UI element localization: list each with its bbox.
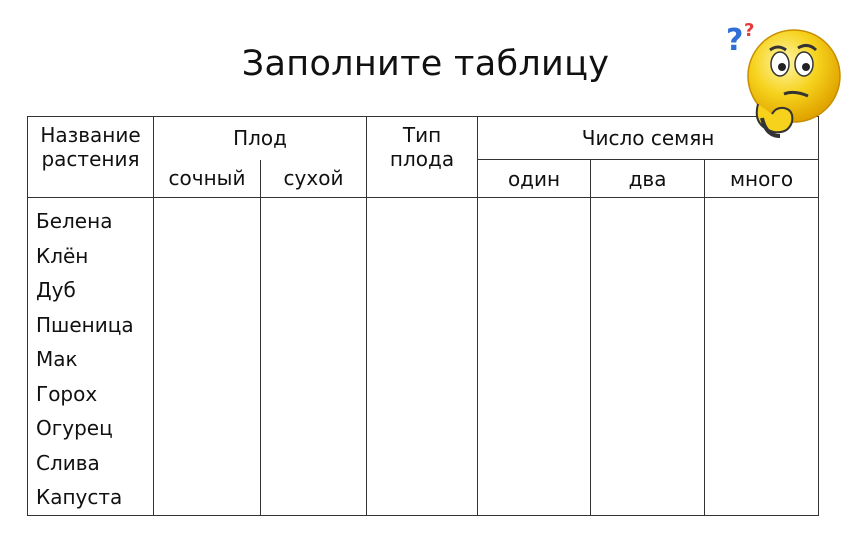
header-one: один — [478, 160, 591, 198]
list-item: Дуб — [36, 278, 76, 302]
empty-cell-juicy[interactable] — [154, 198, 261, 516]
header-fruit: Плод — [154, 117, 367, 160]
header-juicy: сочный — [154, 160, 261, 198]
page-title: Заполните таблицу — [241, 44, 610, 84]
header-many: много — [705, 160, 819, 198]
list-item: Капуста — [36, 485, 123, 509]
list-item: Огурец — [36, 416, 113, 440]
header-seed-count: Число семян — [478, 117, 819, 160]
list-item: Слива — [36, 450, 100, 475]
list-item: Клён — [36, 243, 89, 268]
header-fruit-type: Тип плода — [367, 117, 478, 198]
header-dry: сухой — [261, 160, 367, 198]
question-mark-blue-icon: ? — [726, 23, 744, 58]
worksheet-table — [27, 116, 819, 516]
empty-cell-many[interactable] — [705, 198, 819, 516]
list-item: Мак — [36, 347, 78, 371]
list-item: Белена — [36, 209, 113, 233]
header-two: два — [591, 160, 705, 198]
empty-cell-dry[interactable] — [261, 198, 367, 516]
plant-list — [28, 198, 154, 516]
list-item: Пшеница — [36, 312, 134, 337]
empty-cell-one[interactable] — [478, 198, 591, 516]
thinking-face-question-icon — [722, 14, 842, 144]
empty-cell-type[interactable] — [367, 198, 478, 516]
list-item: Горох — [36, 381, 98, 406]
question-mark-red-icon: ? — [744, 20, 755, 41]
header-plant-name: Название растения — [28, 117, 154, 198]
empty-cell-two[interactable] — [591, 198, 705, 516]
